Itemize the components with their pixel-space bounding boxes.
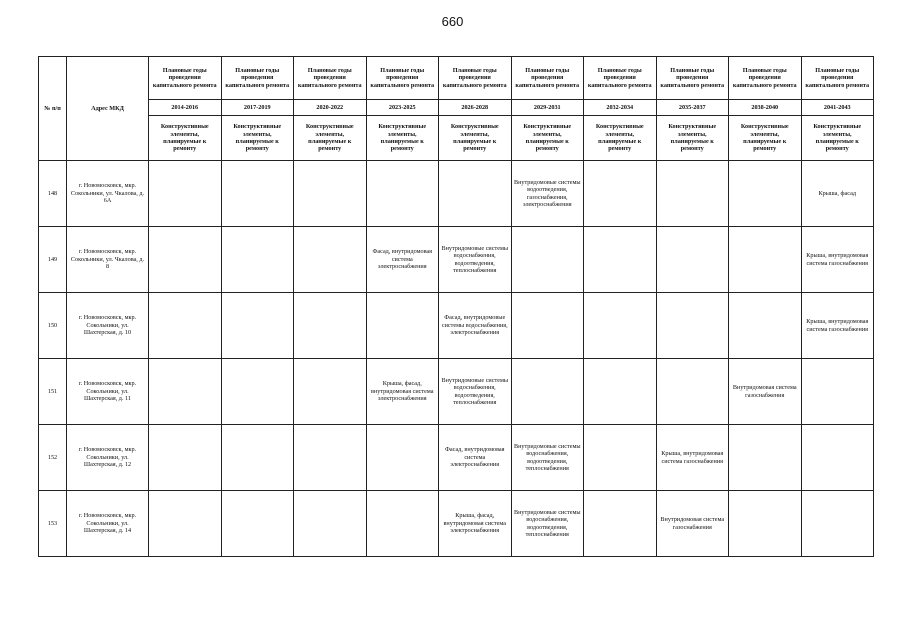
repair-elements-cell: Крыша, внутридомовая система газоснабжения [801,227,874,293]
header-period: 2017-2019 [221,100,294,116]
repair-elements-cell [801,359,874,425]
header-period: 2023-2025 [366,100,439,116]
table-row [39,293,874,359]
repair-elements-cell [584,227,657,293]
repair-elements-cell: Крыша, фасад [801,161,874,227]
header-period: 2014-2016 [149,100,222,116]
repair-elements-cell [729,425,802,491]
row-number: 153 [39,491,67,557]
header-planned-years: Плановые годы проведения капитального ремонта [511,57,584,100]
repair-elements-cell [149,227,222,293]
repair-elements-cell [801,425,874,491]
repair-elements-cell [584,359,657,425]
repair-elements-cell [221,425,294,491]
row-number: 150 [39,293,67,359]
repair-elements-cell: Внутридомовые системы водоснабжения, водоотведения, теплоснабжения [511,425,584,491]
repair-elements-cell [729,161,802,227]
header-period: 2029-2031 [511,100,584,116]
header-period: 2020-2022 [294,100,367,116]
repair-elements-cell [439,161,512,227]
row-number: 148 [39,161,67,227]
repair-elements-cell: Внутридомовые системы водоотведения, газоснабжения, электроснабжения [511,161,584,227]
repair-elements-cell [221,293,294,359]
repair-elements-cell [221,491,294,557]
header-elements: Конструктивные элементы, планируемые к ремонту [801,116,874,161]
repair-elements-cell [366,425,439,491]
header-planned-years: Плановые годы проведения капитального ремонта [221,57,294,100]
repair-elements-cell [366,293,439,359]
header-period: 2035-2037 [656,100,729,116]
repair-elements-cell [656,293,729,359]
repair-elements-cell [294,425,367,491]
header-planned-years: Плановые годы проведения капитального ремонта [656,57,729,100]
header-planned-years: Плановые годы проведения капитального ремонта [149,57,222,100]
page-number: 660 [441,14,464,29]
repair-elements-cell: Фасад, внутридомовая система электроснабжения [439,425,512,491]
repair-elements-cell: Внутридомовые системы водоснабжения, водоотведения, теплоснабжения [439,227,512,293]
header-elements: Конструктивные элементы, планируемые к ремонту [729,116,802,161]
row-address: г. Новомосковск, мкр. Сокольники, ул. Шахтерская, д. 12 [67,425,149,491]
repair-elements-cell: Внутридомовые системы водоснабжения, водоотведения, теплоснабжения [439,359,512,425]
repair-elements-cell [221,227,294,293]
repair-elements-cell: Внутридомовая система газоснабжения [729,359,802,425]
repair-elements-cell [294,227,367,293]
repair-elements-cell [656,227,729,293]
repair-elements-cell [294,491,367,557]
repair-elements-cell [729,491,802,557]
header-period: 2032-2034 [584,100,657,116]
repair-elements-cell: Фасад, внутридомовые системы водоснабжения, электроснабжения [439,293,512,359]
table-row [39,161,874,227]
header-elements: Конструктивные элементы, планируемые к ремонту [439,116,512,161]
repair-elements-cell [149,161,222,227]
header-address: Адрес МКД [67,57,149,161]
repair-elements-cell [729,293,802,359]
table-row [39,359,874,425]
repair-elements-cell [366,491,439,557]
repair-elements-cell [584,293,657,359]
repair-elements-cell [294,293,367,359]
table-row [39,227,874,293]
table-row [39,491,874,557]
repair-elements-cell [584,425,657,491]
repair-elements-cell [584,161,657,227]
repair-elements-cell: Крыша, внутридомовая система газоснабжения [801,293,874,359]
header-period: 2041-2043 [801,100,874,116]
header-num: № п/п [39,57,67,161]
header-planned-years: Плановые годы проведения капитального ремонта [729,57,802,100]
repair-elements-cell [221,161,294,227]
row-number: 152 [39,425,67,491]
header-elements: Конструктивные элементы, планируемые к ремонту [584,116,657,161]
repair-elements-cell [729,227,802,293]
table-body [39,161,874,557]
row-number: 149 [39,227,67,293]
capital-repair-table [38,56,874,557]
repair-elements-cell: Фасад, внутридомовая система электроснабжения [366,227,439,293]
repair-elements-cell [656,161,729,227]
repair-elements-cell: Крыша, фасад, внутридомовая система электроснабжения [366,359,439,425]
row-number: 151 [39,359,67,425]
header-elements: Конструктивные элементы, планируемые к ремонту [366,116,439,161]
repair-elements-cell [294,359,367,425]
row-address: г. Новомосковск, мкр. Сокольники, ул. Шахтерская, д. 10 [67,293,149,359]
repair-elements-cell [511,293,584,359]
row-address: г. Новомосковск, мкр. Сокольники, ул. Шахтерская, д. 14 [67,491,149,557]
header-planned-years: Плановые годы проведения капитального ремонта [439,57,512,100]
repair-elements-cell [221,359,294,425]
repair-elements-cell [511,227,584,293]
table-header [39,57,874,161]
repair-elements-cell [511,359,584,425]
repair-elements-cell [656,359,729,425]
header-planned-years: Плановые годы проведения капитального ремонта [366,57,439,100]
table-row [39,425,874,491]
header-period: 2026-2028 [439,100,512,116]
header-planned-years: Плановые годы проведения капитального ремонта [801,57,874,100]
repair-elements-cell: Крыша, внутридомовая система газоснабжения [656,425,729,491]
repair-elements-cell: Внутридомовая система газоснабжения [656,491,729,557]
header-elements: Конструктивные элементы, планируемые к ремонту [511,116,584,161]
row-address: г. Новомосковск, мкр. Сокольники, ул. Чкалова, д. 8 [67,227,149,293]
header-elements: Конструктивные элементы, планируемые к ремонту [656,116,729,161]
repair-elements-cell [584,491,657,557]
header-elements: Конструктивные элементы, планируемые к ремонту [149,116,222,161]
repair-elements-cell [149,359,222,425]
repair-elements-cell [294,161,367,227]
repair-elements-cell: Крыша, фасад, внутридомовая система электроснабжения [439,491,512,557]
header-elements: Конструктивные элементы, планируемые к ремонту [294,116,367,161]
repair-elements-cell [801,491,874,557]
row-address: г. Новомосковск, мкр. Сокольники, ул. Чкалова, д. 6А [67,161,149,227]
header-elements: Конструктивные элементы, планируемые к ремонту [221,116,294,161]
repair-elements-cell [366,161,439,227]
repair-elements-cell [149,491,222,557]
repair-elements-cell [149,293,222,359]
header-planned-years: Плановые годы проведения капитального ремонта [294,57,367,100]
header-planned-years: Плановые годы проведения капитального ремонта [584,57,657,100]
header-period: 2038-2040 [729,100,802,116]
repair-elements-cell: Внутридомовые системы водоснабжения, водоотведения, теплоснабжения [511,491,584,557]
row-address: г. Новомосковск, мкр. Сокольники, ул. Шахтерская, д. 11 [67,359,149,425]
repair-elements-cell [149,425,222,491]
